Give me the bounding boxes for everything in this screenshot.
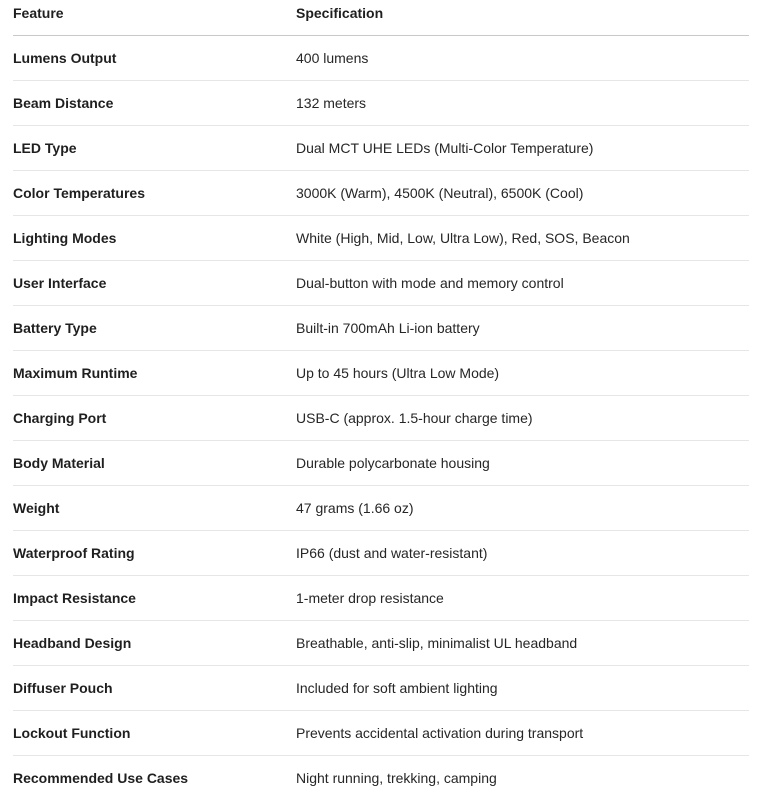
specification-cell: Breathable, anti-slip, minimalist UL headband <box>296 621 749 666</box>
feature-cell: Beam Distance <box>13 81 296 126</box>
specification-cell: 1-meter drop resistance <box>296 576 749 621</box>
table-row <box>13 171 749 216</box>
table-row <box>13 486 749 531</box>
table-row <box>13 351 749 396</box>
feature-cell: Headband Design <box>13 621 296 666</box>
feature-cell: Charging Port <box>13 396 296 441</box>
specification-cell: Built-in 700mAh Li-ion battery <box>296 306 749 351</box>
specification-cell: Night running, trekking, camping <box>296 769 497 786</box>
header-feature: Feature <box>13 0 296 36</box>
feature-cell: Diffuser Pouch <box>13 666 296 711</box>
specification-cell: Included for soft ambient lighting <box>296 666 749 711</box>
feature-cell: Waterproof Rating <box>13 531 296 576</box>
specification-cell: Dual MCT UHE LEDs (Multi-Color Temperature) <box>296 126 749 171</box>
specification-cell: White (High, Mid, Low, Ultra Low), Red, SOS, Beacon <box>296 216 749 261</box>
table-row <box>13 711 749 756</box>
header-specification: Specification <box>296 0 749 36</box>
table-row <box>13 396 749 441</box>
table-row <box>13 666 749 711</box>
table-row <box>13 621 749 666</box>
specification-cell: 47 grams (1.66 oz) <box>296 486 749 531</box>
specification-cell: Durable polycarbonate housing <box>296 441 749 486</box>
table-row <box>13 531 749 576</box>
feature-cell: Maximum Runtime <box>13 351 296 396</box>
table-row <box>13 441 749 486</box>
specification-cell: IP66 (dust and water-resistant) <box>296 531 749 576</box>
feature-cell: Battery Type <box>13 306 296 351</box>
table-row <box>13 576 749 621</box>
feature-cell: User Interface <box>13 261 296 306</box>
table-row <box>13 261 749 306</box>
specification-cell: 132 meters <box>296 81 749 126</box>
specification-cell: Dual-button with mode and memory control <box>296 261 749 306</box>
table-header-row <box>13 0 749 36</box>
specification-cell: Up to 45 hours (Ultra Low Mode) <box>296 351 749 396</box>
table-row <box>13 216 749 261</box>
table-row <box>13 306 749 351</box>
feature-cell: Lumens Output <box>13 36 296 81</box>
feature-cell: Color Temperatures <box>13 171 296 216</box>
feature-cell: Lockout Function <box>13 711 296 756</box>
specification-cell: 3000K (Warm), 4500K (Neutral), 6500K (Cool) <box>296 171 749 216</box>
table-row <box>13 81 749 126</box>
feature-cell: Weight <box>13 486 296 531</box>
specification-cell: 400 lumens <box>296 36 749 81</box>
table-row <box>13 756 749 801</box>
feature-cell: Lighting Modes <box>13 216 296 261</box>
specification-cell: USB-C (approx. 1.5-hour charge time) <box>296 396 749 441</box>
feature-cell: Impact Resistance <box>13 576 296 621</box>
table-row <box>13 36 749 81</box>
feature-cell: Recommended Use Cases <box>13 769 189 786</box>
spec-table <box>13 0 749 800</box>
feature-cell: LED Type <box>13 126 296 171</box>
feature-cell: Body Material <box>13 441 296 486</box>
table-row <box>13 126 749 171</box>
specification-cell: Prevents accidental activation during transport <box>296 711 749 756</box>
